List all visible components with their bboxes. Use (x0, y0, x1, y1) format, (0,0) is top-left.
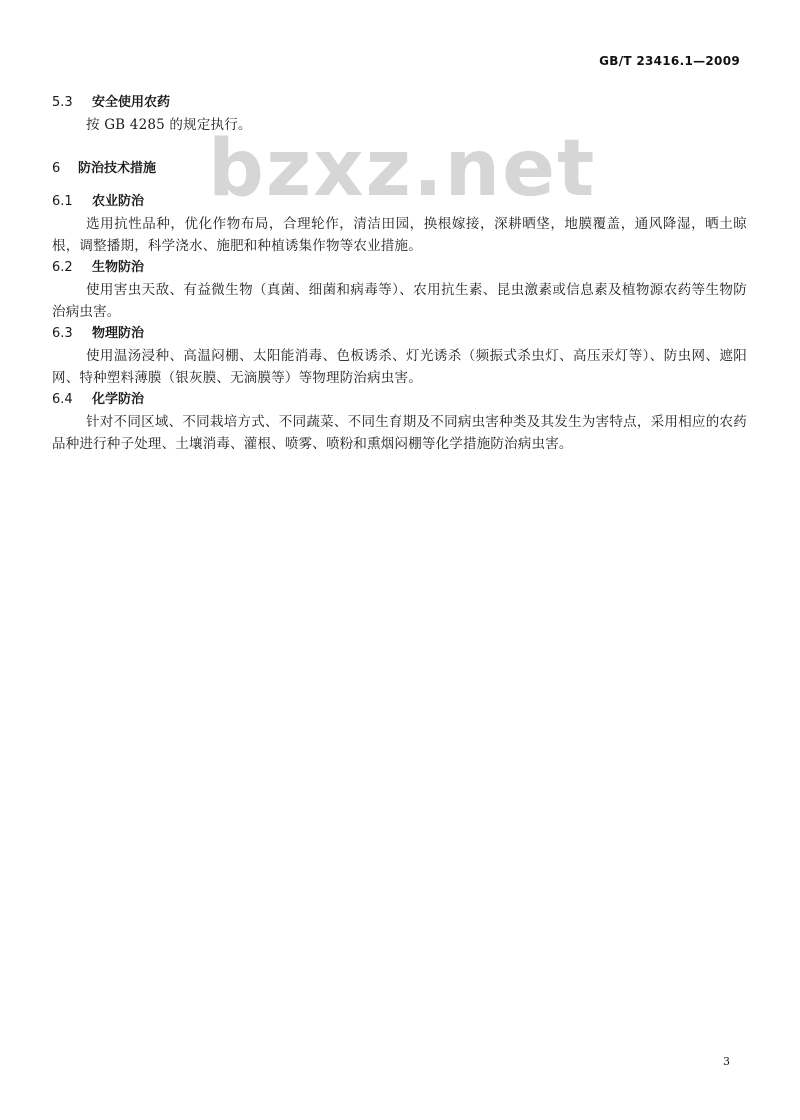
section-body-5-3: 按 GB 4285 的规定执行。 (86, 117, 252, 133)
section-body-6-4: 针对不同区域、不同栽培方式、不同蔬菜、不同生育期及不同病虫害种类及其发生为害特点，采用相应的农药品种进行种子处理、土壤消毒、灌根、喷雾、喷粉和熏烟闷棚等化学措施防治病虫害。 (52, 414, 747, 452)
standard-number: GB/T 23416.1—2009 (599, 54, 740, 68)
document-body (52, 92, 747, 455)
section-number: 5.3 (52, 95, 73, 110)
section-title: 农业防治 (92, 194, 145, 209)
section-body-6-1: 选用抗性品种，优化作物布局，合理轮作，清洁田园，换根嫁接，深耕晒垡，地膜覆盖，通风降湿，晒土晾根，调整播期，科学浇水、施肥和种植诱集作物等农业措施。 (52, 216, 747, 254)
section-body-6-3: 使用温汤浸种、高温闷棚、太阳能消毒、色板诱杀、灯光诱杀（频振式杀虫灯、高压汞灯等）、防虫网、遮阳网、特种塑料薄膜（银灰膜、无滴膜等）等物理防治病虫害。 (52, 348, 747, 386)
watermark: bzxz.net (208, 124, 597, 214)
section-heading-6-2 (52, 257, 747, 279)
section-title: 安全使用农药 (92, 95, 171, 110)
section-number: 6 (52, 161, 61, 176)
section-heading-6-1 (52, 191, 747, 213)
section-title: 化学防治 (92, 392, 145, 407)
section-heading-6-4 (52, 389, 747, 411)
section-title: 防治技术措施 (78, 161, 157, 176)
section-title: 物理防治 (92, 326, 145, 341)
section-number: 6.1 (52, 194, 73, 209)
page-number: 3 (723, 1055, 730, 1068)
section-number: 6.3 (52, 326, 73, 341)
section-body-6-2: 使用害虫天敌、有益微生物（真菌、细菌和病毒等）、农用抗生素、昆虫激素或信息素及植物源农药等生物防治病虫害。 (52, 282, 747, 320)
section-number: 6.2 (52, 260, 73, 275)
section-heading-6 (52, 158, 747, 180)
section-number: 6.4 (52, 392, 73, 407)
section-heading-5-3 (52, 92, 747, 114)
section-title: 生物防治 (92, 260, 145, 275)
section-heading-6-3 (52, 323, 747, 345)
